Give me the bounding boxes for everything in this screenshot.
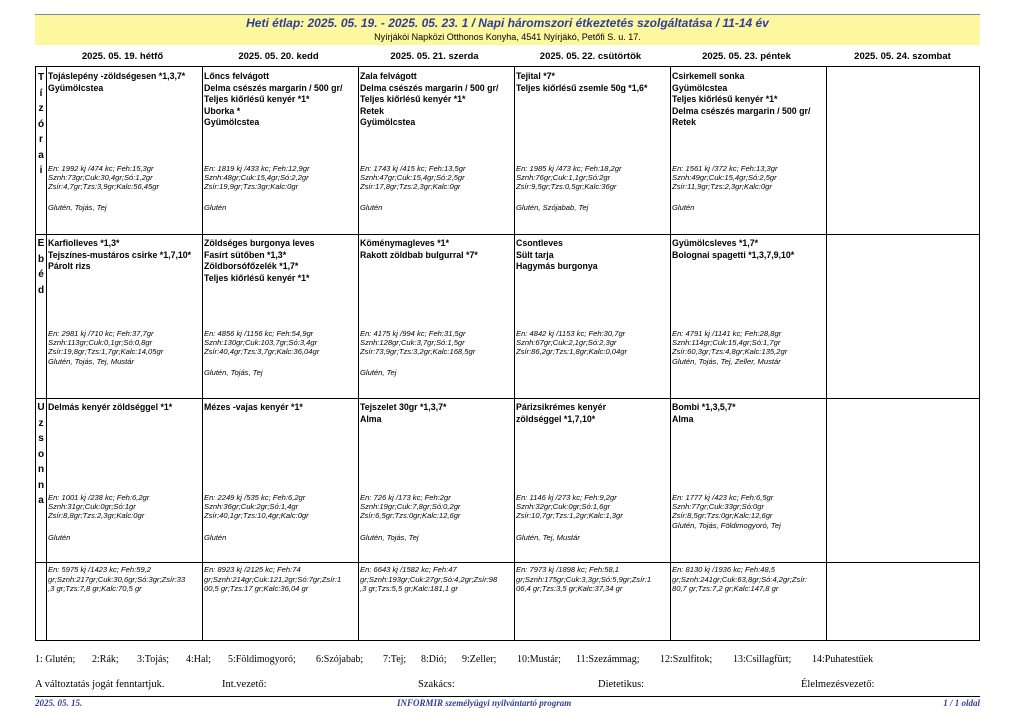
legend-item: 13:Csillagfürt; [733,654,792,665]
snack-nutrition-tuesday: En: 2249 kj /535 kc; Feh:6,2gr Sznh:36gr;Cuk:2gr;Só:1,4gr Zsír:40,1gr;Tzs:10,4gr;Kalc:0gr [204,493,309,521]
footer-page: 1 / 1 oldal [943,698,980,708]
daily-total-tuesday: En: 8923 kj /2125 kc; Feh:74 gr;Sznh:214gr;Cuk:121,2gr;Só:7gr;Zsír:1 00,5 gr;Tzs:17 gr;Kalc:36,04 gr [204,565,342,593]
footer-date: 2025. 05. 15. [35,698,83,708]
section-label-lunch: E b é d [37,238,45,296]
legend-item: 14:Puhatestűek [812,654,874,665]
legend-item: 8:Dió; [421,654,447,665]
lunch-meal-monday: Karfiolleves *1,3* Tejszínes-mustáros csirke *1,7,10* Párolt rizs [48,238,192,271]
snack-nutrition-friday: En: 1777 kj /423 kc; Feh:6,5gr Sznh:77gr;Cuk:33gr;Só:0gr Zsír:8,5gr;Tzs:0gr;Kalc:12,6gr Glutén, Tojás, Földimogyoró, Tej [672,493,781,530]
lunch-meal-friday: Gyümölcsleves *1,7* Bolognai spagetti *1,3,7,9,10* [672,238,795,260]
snack-allergens-wednesday: Glutén, Tojás, Tej [360,533,419,542]
section-label-breakfast: T í z ó r a i [37,72,45,176]
disclaimer: A változtatás jogát fenntartjuk. [35,679,165,690]
breakfast-allergens-friday: Glutén [672,203,695,212]
signature-catering-manager: Élelmezésvezető: [801,679,875,690]
breakfast-meal-friday: Csirkemell sonka Gyümölcstea Teljes kiőrlésű kenyér *1* Delma csészés margarin / 500 gr/ Retek [672,71,811,127]
legend-item: 11:Szezámmag; [576,654,640,665]
lunch-meal-thursday: Csontleves Sült tarja Hagymás burgonya [516,238,598,271]
legend-item: 7:Tej; [383,654,407,665]
legend-item: 3:Tojás; [137,654,170,665]
signature-cook: Szakács: [418,679,455,690]
legend-item: 2:Rák; [92,654,119,665]
breakfast-nutrition-tuesday: En: 1819 kj /433 kc; Feh:12,9gr Sznh:48gr;Cuk:15,4gr;Só:2,2gr Zsír:19,9gr;Tzs:3gr;Kalc:0gr [204,164,310,192]
daily-total-friday: En: 8130 kj /1936 kc; Feh:48,5 gr;Sznh:241gr;Cuk:63,8gr;Só:4,2gr;Zsír: 80,7 gr;Tzs:7,2 gr;Kalc:147,8 gr [672,565,808,593]
day-header-row [35,50,980,64]
snack-allergens-monday: Glutén [48,533,71,542]
legend-item: 5:Földimogyoró; [228,654,296,665]
snack-meal-thursday: Párizsikrémes kenyér zöldséggel *1,7,10* [516,402,606,424]
lunch-nutrition-thursday: En: 4842 kj /1153 kc; Feh:30,7gr Sznh:67gr;Cuk:2,1gr;Só:2,3gr Zsír:86,2gr;Tzs:1,8gr;Kalc:0,04gr [516,329,627,357]
breakfast-nutrition-monday: En: 1992 kj /474 kc; Feh:15,3gr Sznh:73gr;Cuk:30,4gr;Só:1,2gr Zsír:4,7gr;Tzs:3,9gr;Kalc:56,45gr [48,164,159,192]
snack-meal-friday: Bombi *1,3,5,7* Alma [672,402,736,424]
legend-item: 10:Mustár; [517,654,561,665]
breakfast-meal-monday: Tojáslepény -zöldségesen *1,3,7* Gyümölcstea [48,71,186,93]
daily-total-monday: En: 5975 kj /1423 kc; Feh:59,2 gr;Sznh:217gr;Cuk:30,6gr;Só:3gr;Zsír:33 ,3 gr;Tzs:7,8 gr;Kalc:70,5 gr [48,565,186,593]
legend-item: 1: Glutén; [35,654,76,665]
legend-item: 6:Szójabab; [316,654,364,665]
lunch-nutrition-wednesday: En: 4175 kj /994 kc; Feh:31,5gr Sznh:128gr;Cuk:3,7gr;Só:1,5gr Zsír:73,9gr;Tzs:3,2gr;Kalc:168,5gr [360,329,476,357]
day-tuesday: 2025. 05. 20. kedd [238,51,319,62]
menu-grid [35,66,980,641]
breakfast-allergens-tuesday: Glutén [204,203,227,212]
signature-manager: Int.vezető: [222,679,267,690]
breakfast-nutrition-thursday: En: 1985 kj /473 kc; Feh:18,2gr Sznh:76gr;Cuk:1,1gr;Só:2gr Zsír:9,5gr;Tzs:0,5gr;Kalc:36gr [516,164,622,192]
breakfast-meal-wednesday: Zala felvágott Delma csészés margarin / 500 gr/ Teljes kiőrlésű kenyér *1* Retek Gyümölcstea [360,71,499,127]
lunch-meal-tuesday: Zöldséges burgonya leves Fasírt sütőben *1,3* Zöldborsófőzelék *1,7* Teljes kiőrlésű kenyér *1* [204,238,315,283]
breakfast-meal-thursday: Tejital *7* Teljes kiőrlésű zsemle 50g *1,6* [516,71,648,93]
legend-item: 9:Zeller; [462,654,497,665]
breakfast-nutrition-wednesday: En: 1743 kj /415 kc; Feh:13,5gr Sznh:47gr;Cuk:15,4gr;Só:2,5gr Zsír:17,8gr;Tzs:2,3gr;Kalc:0gr [360,164,466,192]
snack-allergens-tuesday: Glutén [204,533,227,542]
signature-dietician: Dietetikus: [598,679,645,690]
footer-program: INFORMIR személyügyi nyilvántartó program [397,698,572,708]
lunch-nutrition-tuesday: En: 4856 kj /1156 kc; Feh:54,9gr Sznh:130gr;Cuk:103,7gr;Só:3,4gr Zsír:40,4gr;Tzs:3,7gr;Kalc:36,04gr [204,329,320,357]
breakfast-allergens-monday: Glutén, Tojás, Tej [48,203,107,212]
lunch-allergens-wednesday: Glutén, Tej [360,368,397,377]
day-saturday: 2025. 05. 24. szombat [854,51,951,62]
legend-item: 4:Hal; [186,654,211,665]
menu-title: Heti étlap: 2025. 05. 19. - 2025. 05. 23. 1 / Napi háromszori étkeztetés szolgáltatása / 11-14 év [246,16,769,30]
snack-nutrition-thursday: En: 1146 kj /273 kc; Feh:9,2gr Sznh:32gr;Cuk:0gr;Só:1,6gr Zsír:10,7gr;Tzs:1,2gr;Kalc:1,3gr [516,493,623,521]
page-footer [35,696,980,709]
snack-nutrition-monday: En: 1001 kj /238 kc; Feh:6,2gr Sznh:31gr;Cuk:0gr;Só:1gr Zsír:8,8gr;Tzs:2,3gr;Kalc:0gr [48,493,150,521]
daily-total-wednesday: En: 6643 kj /1582 kc; Feh:47 gr;Sznh:193gr;Cuk:27gr;Só:4,2gr;Zsír:98 ,3 gr;Tzs:5,5 gr;Kalc:181,1 gr [360,565,498,593]
snack-meal-monday: Delmás kenyér zöldséggel *1* [48,402,173,412]
breakfast-meal-tuesday: Lőncs felvágott Delma csészés margarin / 500 gr/ Teljes kiőrlésű kenyér *1* Uborka * Gyümölcstea [204,71,343,127]
snack-allergens-thursday: Glutén, Tej, Mustár [516,533,580,542]
lunch-nutrition-monday: En: 2981 kj /710 kc; Feh:37,7gr Sznh:113gr;Cuk:0,1gr;Só:0,8gr Zsír:19,8gr;Tzs:1,7gr;Kalc:14,05gr Glutén, Tojás, Tej, Mustár [48,329,164,366]
snack-meal-tuesday: Mézes -vajas kenyér *1* [204,402,303,412]
kitchen-address: Nyírjákói Napközi Otthonos Konyha, 4541 Nyírjákó, Petőfi S. u. 17. [374,32,641,42]
day-wednesday: 2025. 05. 21. szerda [390,51,479,62]
breakfast-nutrition-friday: En: 1561 kj /372 kc; Feh:13,3gr Sznh:49gr;Cuk:15,4gr;Só:2,5gr Zsír:11,9gr;Tzs:2,3gr;Kalc:0gr [672,164,778,192]
day-monday: 2025. 05. 19. hétfő [81,51,164,62]
snack-meal-wednesday: Tejszelet 30gr *1,3,7* Alma [360,402,447,424]
lunch-allergens-tuesday: Glutén, Tojás, Tej [204,368,263,377]
section-label-snack: U z s o n n a [37,402,45,506]
menu-header [35,14,980,45]
lunch-meal-wednesday: Köménymagleves *1* Rakott zöldbab bulgurral *7* [360,238,478,260]
legend-item: 12:Szulfitok; [660,654,713,665]
breakfast-allergens-thursday: Glutén, Szójabab, Tej [516,203,589,212]
day-friday: 2025. 05. 23. péntek [702,51,791,62]
daily-total-thursday: En: 7973 kj /1898 kc; Feh:58,1 gr;Sznh:175gr;Cuk:3,3gr;Só:5,9gr;Zsír:1 06,4 gr;Tzs:3,5 gr;Kalc:37,34 gr [516,565,652,593]
lunch-nutrition-friday: En: 4791 kj /1141 kc; Feh:28,8gr Sznh:114gr;Cuk:15,4gr;Só:1,7gr Zsír:60,3gr;Tzs:4,8gr;Kalc:135,2gr Glutén, Tojás, Tej, Zeller, Mustár [672,329,788,366]
day-thursday: 2025. 05. 22. csütörtök [539,51,642,62]
snack-nutrition-wednesday: En: 726 kj /173 kc; Feh:2gr Sznh:19gr;Cuk:7,8gr;Só:0,2gr Zsír:6,5gr;Tzs:0gr;Kalc:12,6gr [360,493,461,521]
breakfast-allergens-wednesday: Glutén [360,203,383,212]
